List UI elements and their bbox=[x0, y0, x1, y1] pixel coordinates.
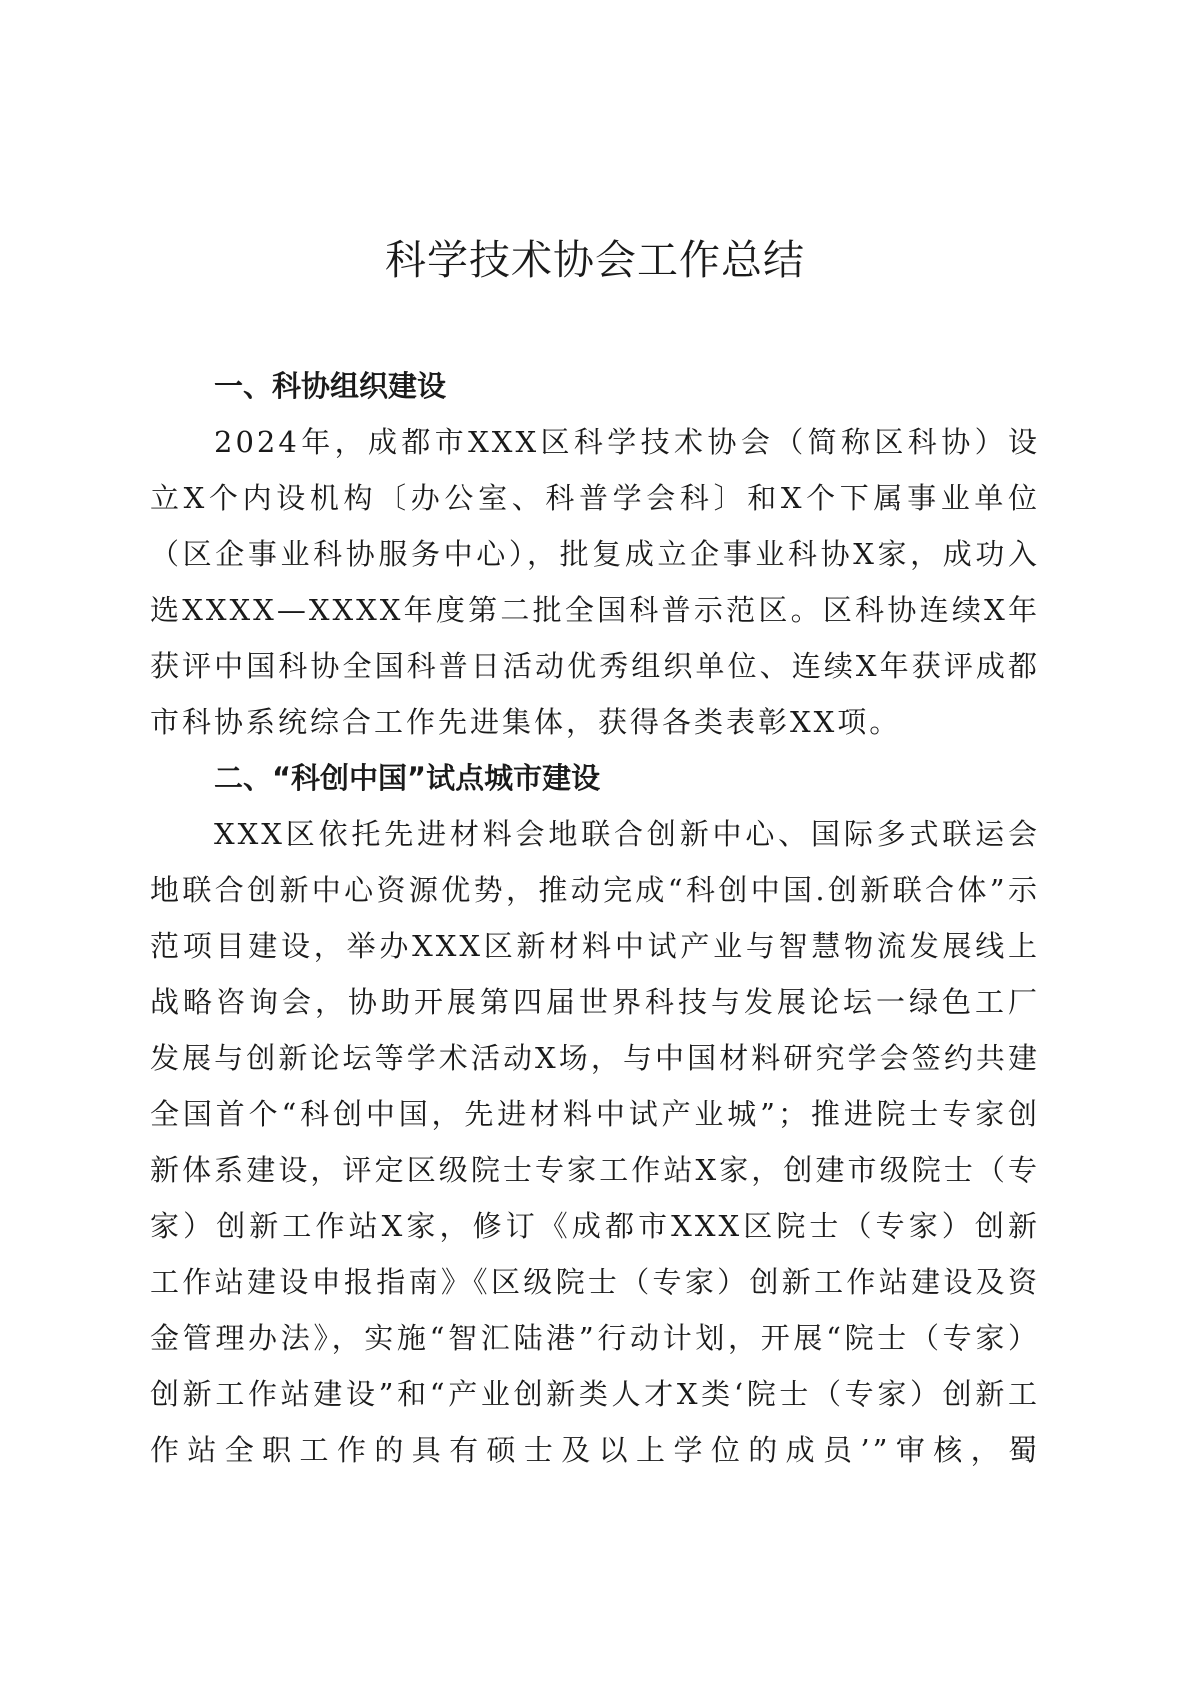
document-body bbox=[150, 358, 1040, 1478]
section-heading-organization: 一、科协组织建设 bbox=[214, 369, 447, 403]
document-title: 科学技术协会工作总结 bbox=[385, 236, 805, 284]
section-paragraph-pilot-city: XXX区依托先进材料会地联合创新中心、国际多式联运会地联合创新中心资源优势，推动完成“科创中国.创新联合体”示范项目建设，举办XXX区新材料中试产业与智慧物流发展线上战略咨询会，协助开展第四届世界科技与发展论坛一绿色工厂发展与创新论坛等学术活动X场，与中国材料研究学会签约共建全国首个“科创中国，先进材料中试产业城”；推进院士专家创新体系建设，评定区级院士专家工作站X家，创建市级院士（专家）创新工作站X家，修订《成都市XXX区院士（专家）创新工作站建设申报指南》《区级院士（专家）创新工作站建设及资金管理办法》，实施“智汇陆港”行动计划，开展“院士（专家）创新工作站建设”和“产业创新类人才X类‘院士（专家）创新工作站全职工作的具有硕士及以上学位的成员’”审核，蜀 bbox=[150, 817, 1040, 1467]
section-paragraph-organization: 2024年，成都市XXX区科学技术协会（简称区科协）设立X个内设机构〔办公室、科普学会科〕和X个下属事业单位（区企事业科协服务中心），批复成立企事业科协X家，成功入选XXXX—XXXX年度第二批全国科普示范区。区科协连续X年获评中国科协全国科普日活动优秀组织单位、连续X年获评成都市科协系统综合工作先进集体，获得各类表彰XX项。 bbox=[150, 425, 1040, 739]
section-heading-pilot-city: 二、“科创中国”试点城市建设 bbox=[214, 761, 601, 795]
